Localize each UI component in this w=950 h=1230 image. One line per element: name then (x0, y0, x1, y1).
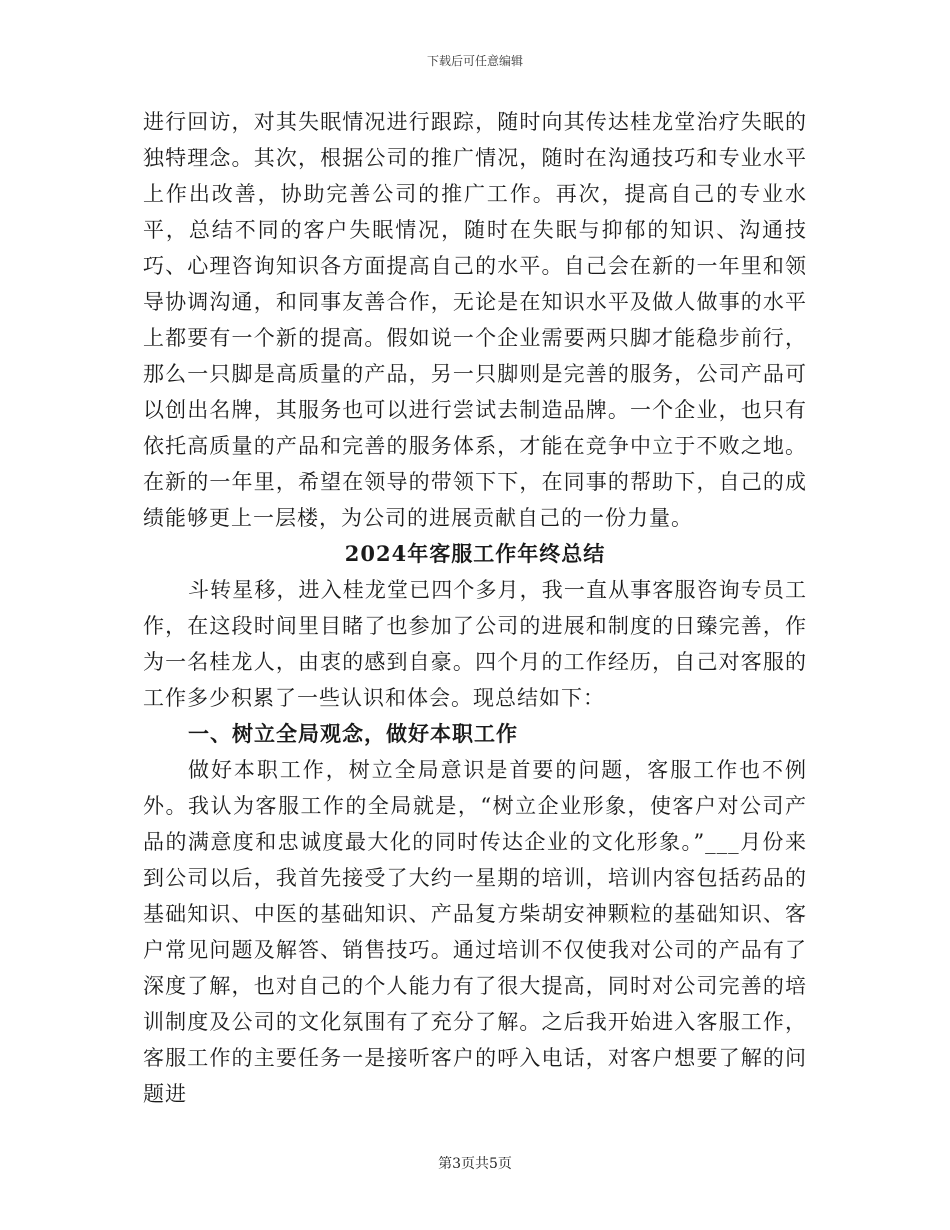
document-body (143, 104, 807, 1112)
page-number: 第3页共5页 (438, 1156, 512, 1172)
section-1-paragraph: 做好本职工作，树立全局意识是首要的问题，客服工作也不例外。我认为客服工作的全局就是，“树立企业形象，使客户对公司产品的满意度和忠诚度最大化的同时传达企业的文化形象。”___月份来到公司以后，我首先接受了大约一星期的培训，培训内容包括药品的基础知识、中医的基础知识、产品复方柴胡安神颗粒的基础知识、客户常见问题及解答、销售技巧。通过培训不仅使我对公司的产品有了深度了解，也对自己的个人能力有了很大提高，同时对公司完善的培训制度及公司的文化氛围有了充分了解。之后我开始进入客服工作，客服工作的主要任务一是接听客户的呼入电话，对客户想要了解的问题进 (143, 758, 807, 1106)
document-title: 2024年客服工作年终总结 (344, 541, 606, 566)
continuation-paragraph: 进行回访，对其失眠情况进行跟踪，随时向其传达桂龙堂治疗失眠的独特理念。其次，根据公司的推广情况，随时在沟通技巧和专业水平上作出改善，协助完善公司的推广工作。再次，提高自己的专业水平，总结不同的客户失眠情况，随时在失眠与抑郁的知识、沟通技巧、心理咨询知识各方面提高自己的水平。自己会在新的一年里和领导协调沟通，和同事友善合作，无论是在知识水平及做人做事的水平上都要有一个新的提高。假如说一个企业需要两只脚才能稳步前行，那么一只脚是高质量的产品，另一只脚则是完善的服务，公司产品可以创出名牌，其服务也可以进行尝试去制造品牌。一个企业，也只有依托高质量的产品和完善的服务体系，才能在竞争中立于不败之地。在新的一年里，希望在领导的带领下下，在同事的帮助下，自己的成绩能够更上一层楼，为公司的进展贡献自己的一份力量。 (143, 110, 807, 530)
page-header: 下载后可任意编辑 (426, 54, 523, 68)
intro-paragraph: 斗转星移，进入桂龙堂已四个多月，我一直从事客服咨询专员工作，在这段时间里目睹了也参加了公司的进展和制度的日臻完善，作为一名桂龙人，由衷的感到自豪。四个月的工作经历，自己对客服的工作多少积累了一些认识和体会。现总结如下： (143, 578, 807, 710)
section-heading-1: 一、树立全局观念，做好本职工作 (188, 721, 518, 746)
